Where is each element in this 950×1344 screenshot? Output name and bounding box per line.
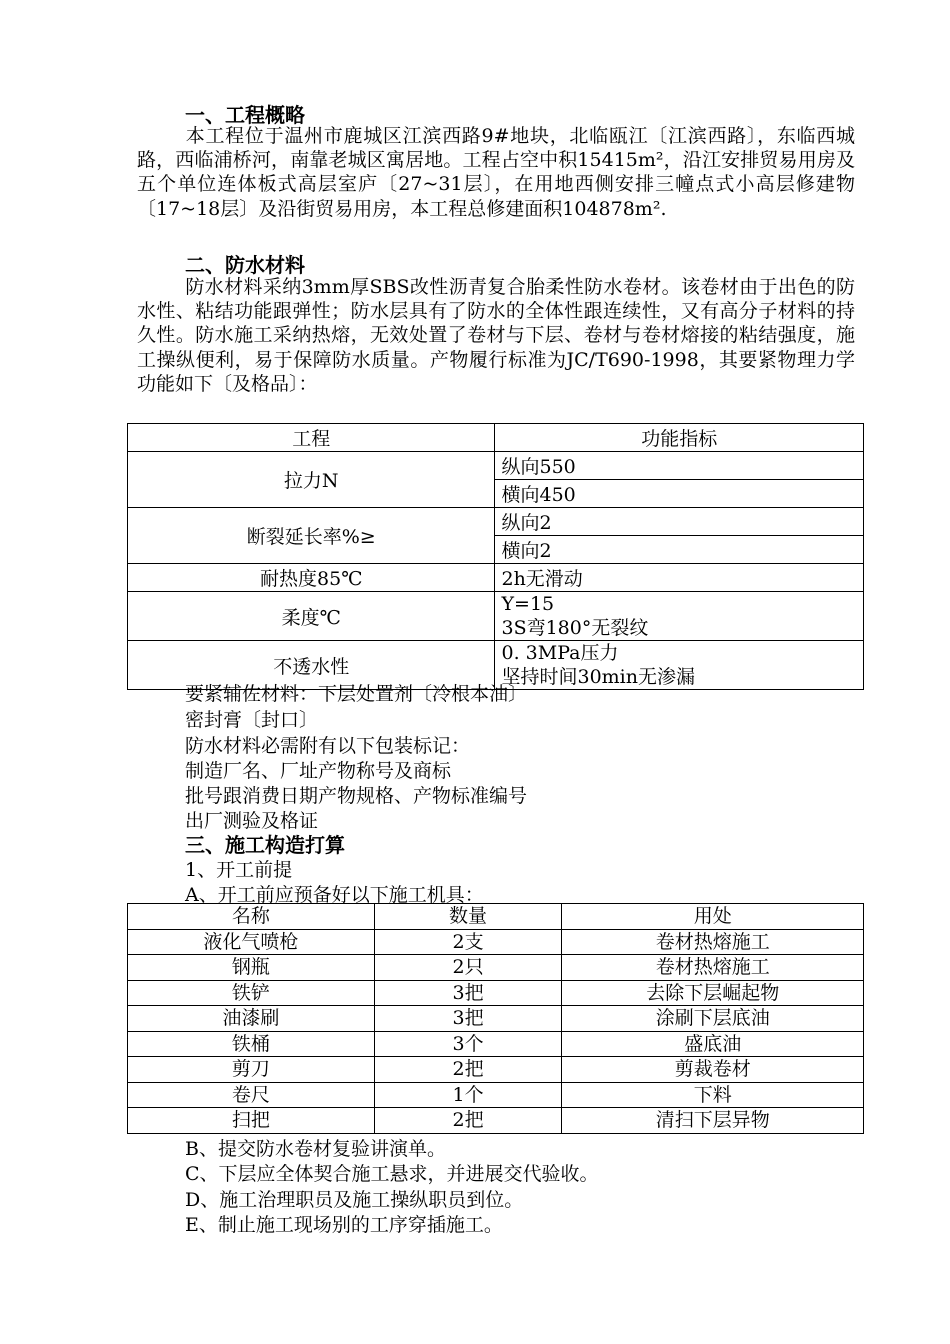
aux-line: 批号跟消费日期产物规格、产物标准编号 [185,785,528,807]
performance-table [127,423,864,690]
table-row [128,592,864,641]
aux-line: 密封膏〔封口〕 [185,709,319,731]
water-value-2: 坚持时间30min无渗漏 [501,666,695,688]
header-qty: 数量 [374,904,562,930]
tool-qty: 2支 [374,929,562,955]
materials-text: 防水材料采纳3mm厚SBS改性沥青复合胎柔性防水卷材。该卷材由于出色的防水性、粘结功能跟弹性；防水层具有了防水的全体性跟连续性，又有高分子材料的持久性。防水施工采纳热熔，无效处置了卷材与下层、卷材与卷材熔接的粘结强度，施工操纵便利，易于保障防水质量。产物履行标准为JC/T690-1998，其要紧物理力学功能如下〔及格品〕： [137,276,855,395]
sub-heading-tools: A、开工前应预备好以下施工机具： [185,884,484,906]
tool-use: 剪裁卷材 [562,1057,864,1083]
table-row [128,564,864,592]
tail-line: E、制止施工现场别的工序穿插施工。 [185,1214,503,1236]
tool-name: 铁桶 [128,1031,375,1057]
tool-use: 卷材热熔施工 [562,955,864,981]
aux-line: 要紧辅佐材料：下层处置剂〔冷根本油〕 [185,683,528,705]
tail-line: B、提交防水卷材复验讲演单。 [185,1138,446,1160]
tool-qty: 2把 [374,1057,562,1083]
tool-use: 涂刷下层底油 [562,1006,864,1032]
table-header-row [128,904,864,930]
row-value [495,592,864,641]
table-row [128,929,864,955]
tool-use: 卷材热熔施工 [562,929,864,955]
table-row [128,980,864,1006]
tool-qty: 3个 [374,1031,562,1057]
materials-paragraph [137,275,855,396]
aux-line: 防水材料必需附有以下包装标记： [185,735,471,757]
row-value: 横向450 [495,480,864,508]
overview-text: 本工程位于温州市鹿城区江滨西路9#地块，北临瓯江〔江滨西路〕，东临西城路，西临浦桥河，南靠老城区寓居地。工程占空中积15415m²，沿江安排贸易用房及五个单位连体板式高层室庐〔27~31层〕，在用地西侧安排三幢点式小高层修建物〔17~18层〕及沿街贸易用房，本工程总修建面积104878m². [137,125,855,220]
row-label: 拉力N [128,452,495,508]
table-row [128,452,864,480]
table-row [128,1031,864,1057]
tail-line: D、施工治理职员及施工操纵职员到位。 [185,1189,524,1211]
tool-name: 钢瓶 [128,955,375,981]
tool-name: 油漆刷 [128,1006,375,1032]
tool-name: 剪刀 [128,1057,375,1083]
table-row [128,955,864,981]
overview-paragraph [137,124,855,221]
aux-line: 出厂测验及格证 [185,810,319,832]
tool-qty: 2把 [374,1108,562,1134]
tool-name: 扫把 [128,1108,375,1134]
tool-qty: 3把 [374,980,562,1006]
section-heading-overview: 一、工程概略 [185,103,305,127]
header-index: 功能指标 [495,424,864,452]
table-row [128,508,864,536]
table-row [128,1082,864,1108]
row-value: 纵向550 [495,452,864,480]
header-item: 工程 [128,424,495,452]
tool-qty: 1个 [374,1082,562,1108]
header-use: 用处 [562,904,864,930]
tool-qty: 3把 [374,1006,562,1032]
row-value: 纵向2 [495,508,864,536]
section-heading-construction: 三、施工构造打算 [185,833,345,857]
tool-use: 下料 [562,1082,864,1108]
table-row [128,1108,864,1134]
table-row [128,1006,864,1032]
tools-table [127,903,864,1134]
sub-heading-prereq: 1、开工前提 [185,859,293,881]
tool-use: 盛底油 [562,1031,864,1057]
row-value: 2h无滑动 [495,564,864,592]
tool-use: 去除下层崛起物 [562,980,864,1006]
row-label: 柔度℃ [128,592,495,641]
aux-line: 制造厂名、厂址产物称号及商标 [185,760,452,782]
flex-value-1: Y=15 [501,593,555,615]
row-value: 横向2 [495,536,864,564]
row-value [495,641,864,690]
tool-qty: 2只 [374,955,562,981]
row-label: 不透水性 [128,641,495,690]
tool-name: 铁铲 [128,980,375,1006]
section-heading-materials: 二、防水材料 [185,253,305,277]
tail-line: C、下层应全体契合施工悬求，并进展交代验收。 [185,1163,599,1185]
tool-name: 卷尺 [128,1082,375,1108]
tool-name: 液化气喷枪 [128,929,375,955]
water-value-1: 0. 3MPa压力 [501,642,619,664]
tool-use: 清扫下层异物 [562,1108,864,1134]
row-label: 断裂延长率%≥ [128,508,495,564]
table-row [128,1057,864,1083]
header-name: 名称 [128,904,375,930]
flex-value-2: 3S弯180°无裂纹 [501,617,649,639]
row-label: 耐热度85℃ [128,564,495,592]
table-header-row [128,424,864,452]
